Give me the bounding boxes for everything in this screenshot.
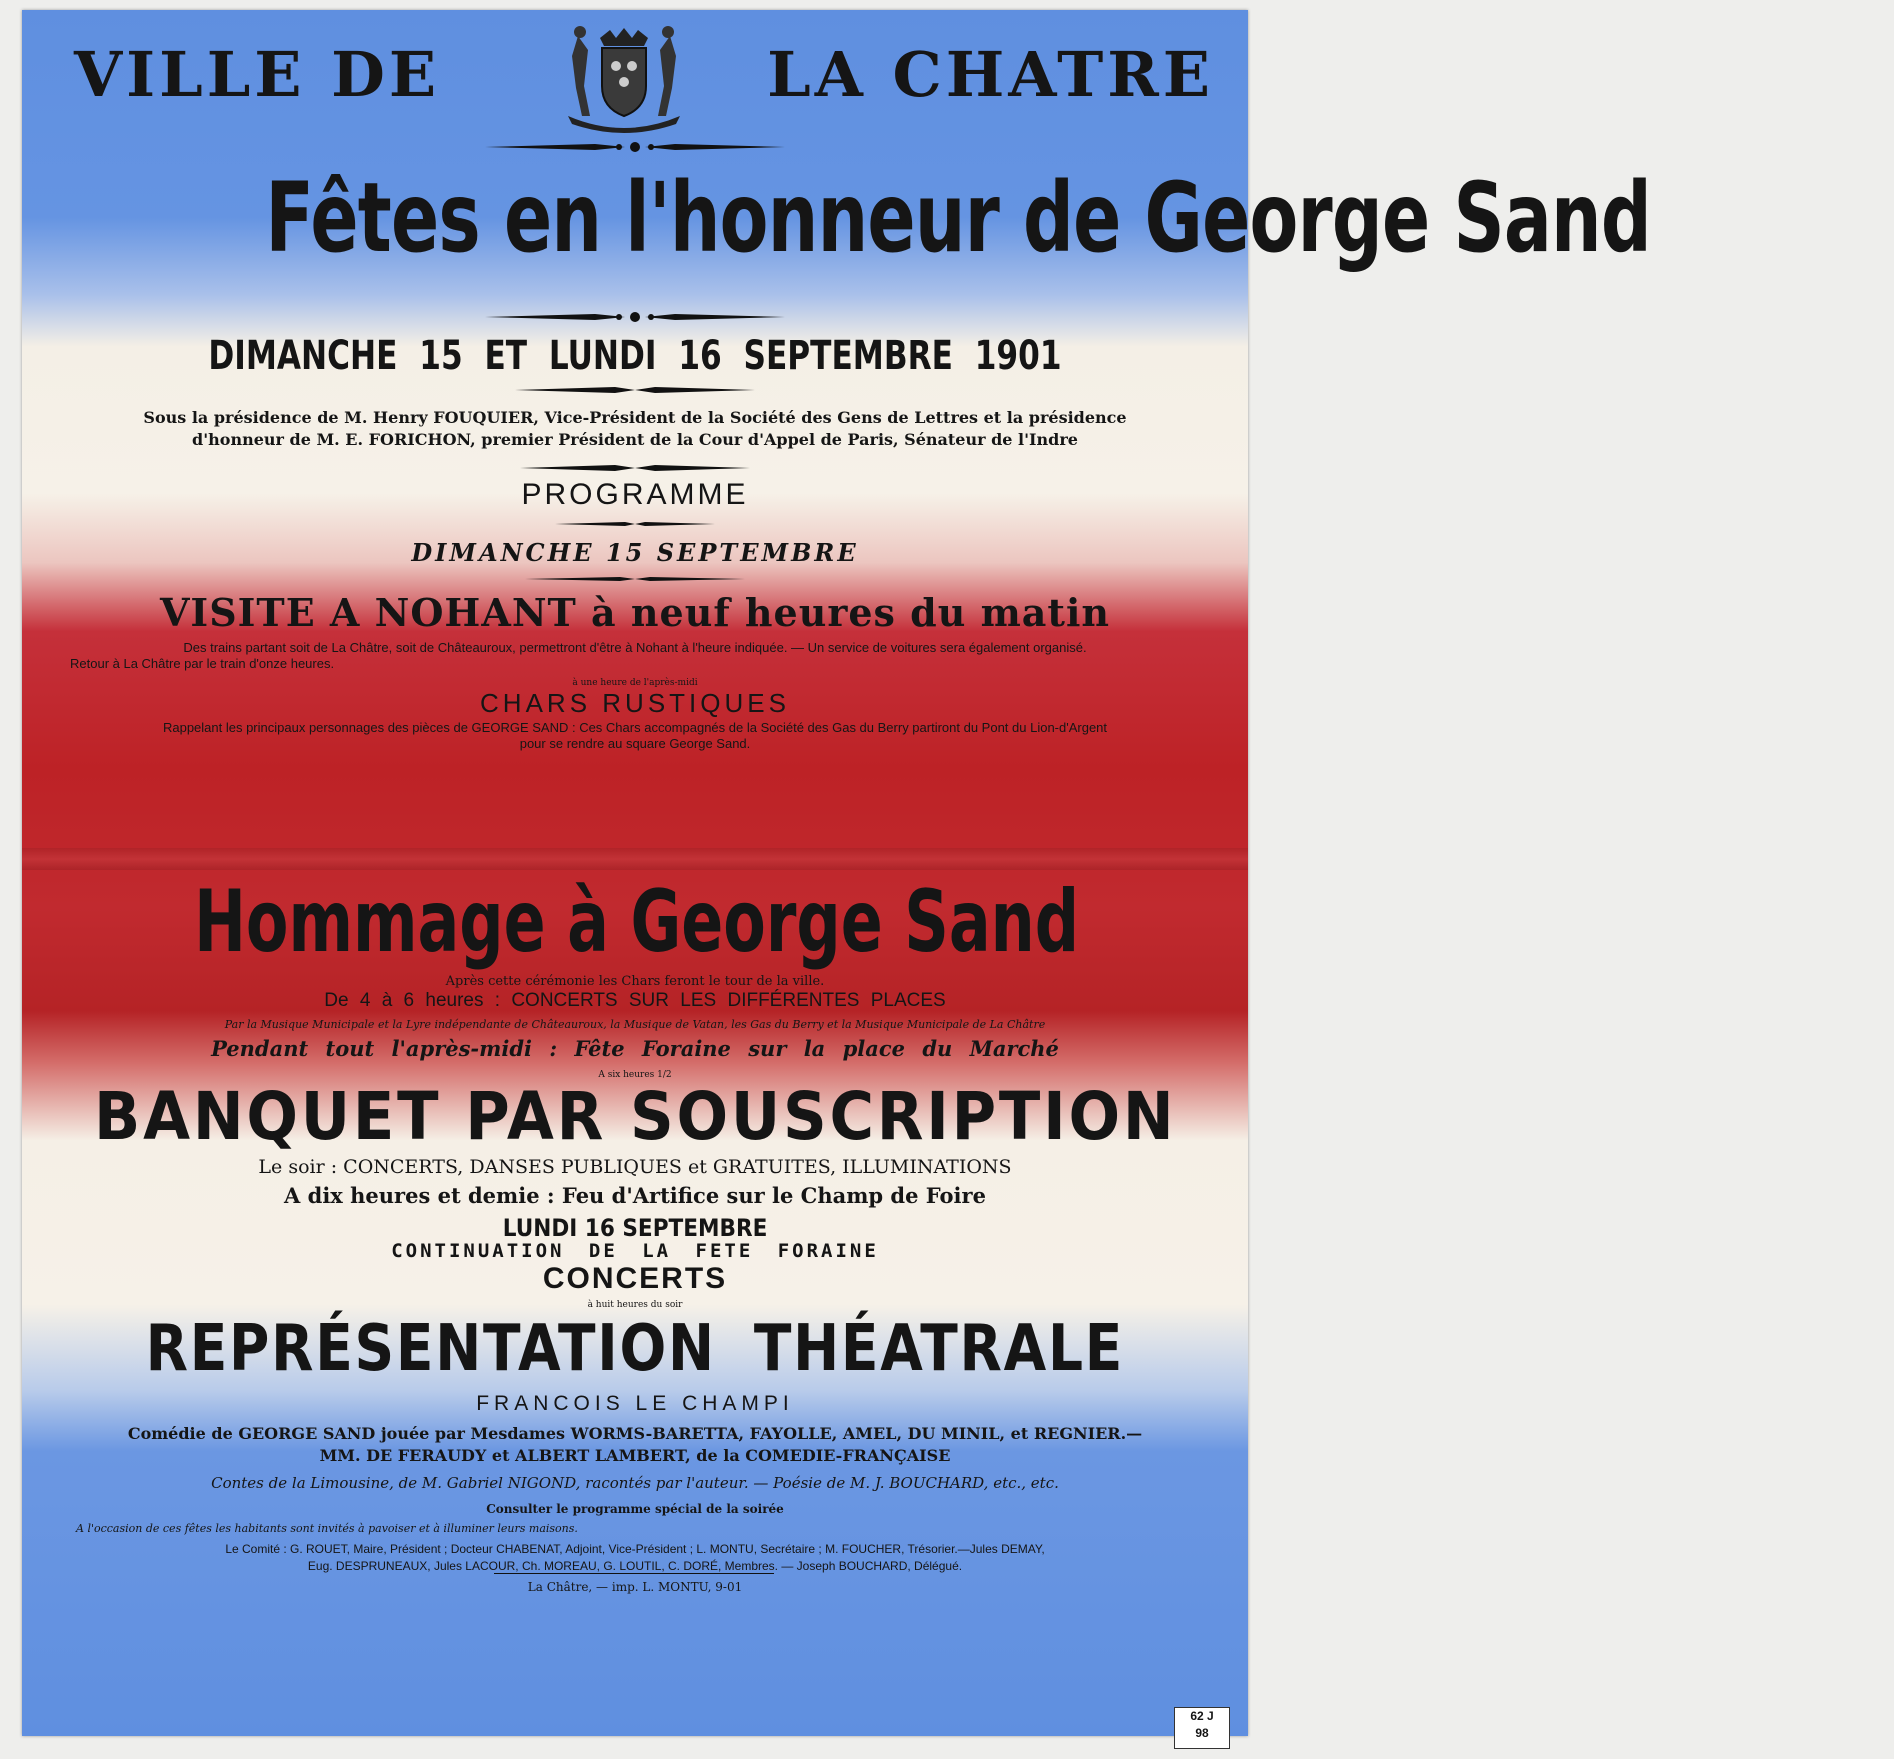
one-pm-note: à une heure de l'après-midi xyxy=(572,678,698,688)
ornament-divider-icon xyxy=(485,308,785,326)
musique-line: Par la Musique Municipale et la Lyre indépendante de Châteauroux, la Musique de Vatan, les Gas du Berry et la Musique Municipale de La Châtre xyxy=(224,1018,1046,1031)
continuation-line: CONTINUATION DE LA FETE FORAINE xyxy=(391,1240,879,1262)
chars-rustiques: CHARS RUSTIQUES xyxy=(480,688,790,718)
header-right xyxy=(767,38,1214,111)
concerts-heading: CONCERTS xyxy=(542,1262,728,1295)
ornament-divider-icon xyxy=(555,518,715,530)
occasion-line: A l'occasion de ces fêtes les habitants sont invités à pavoiser et à illuminer leurs maisons. xyxy=(76,1522,578,1535)
huit-heures-note: à huit heures du soir xyxy=(587,1300,683,1310)
archive-line-1: 62 J xyxy=(1190,1709,1214,1723)
ornament-divider-icon xyxy=(520,460,750,476)
banquet-row xyxy=(22,1078,1248,1155)
sunday-heading: DIMANCHE 15 SEPTEMBRE xyxy=(411,538,859,567)
chars-line-1: Rappelant les principaux personnages des pièces de GEORGE SAND : Ces Chars accompagnés de la Société des Gas du Berry partiront du Pont du Lion-d'Argent xyxy=(162,720,1108,735)
contes-line: Contes de la Limousine, de M. Gabriel NIGOND, racontés par l'auteur. — Poésie de M. J. BOUCHARD, etc., etc. xyxy=(211,1474,1059,1492)
programme-heading: PROGRAMME xyxy=(521,478,749,511)
presidency-line-2: d'honneur de M. E. FORICHON, premier Président de la Cour d'Appel de Paris, Sénateur de l'Indre xyxy=(192,430,1078,449)
imprint-line: La Châtre, — imp. L. MONTU, 9-01 xyxy=(527,1580,743,1594)
title-row xyxy=(22,162,1652,274)
comite-line-2: Eug. DESPRUNEAUX, Jules LACOUR, Ch. MOREAU, G. LOUTIL, C. DORÉ, Membres. — Joseph BOUCHARD, Délégué. xyxy=(307,1559,963,1573)
ville-de-text: VILLE DE xyxy=(74,38,441,111)
archive-label xyxy=(1174,1707,1230,1749)
hommage-title: Hommage à George Sand xyxy=(194,872,1080,972)
fete-foraine: Pendant tout l'après-midi : Fête Foraine sur la place du Marché xyxy=(211,1036,1059,1061)
monday-heading-row xyxy=(22,1214,1248,1242)
la-chatre-text: LA CHATRE xyxy=(767,38,1214,111)
ornament-divider-icon xyxy=(525,573,745,585)
representation-title: REPRÉSENTATION THÉATRALE xyxy=(145,1312,1125,1386)
comite-line-1: Le Comité : G. ROUET, Maire, Président ; Docteur CHABENAT, Adjoint, Vice-Président ; L. MONTU, Secrétaire ; M. FOUCHER, Trésorier.—Jules DEMAY, xyxy=(225,1542,1045,1556)
paper-fold xyxy=(22,848,1248,870)
feu-artifice: A dix heures et demie : Feu d'Artifice sur le Champ de Foire xyxy=(284,1183,986,1208)
banquet-title: BANQUET PAR SOUSCRIPTION xyxy=(93,1078,1177,1155)
concerts-hours: De 4 à 6 heures : CONCERTS SUR LES DIFFÉRENTES PLACES xyxy=(324,990,946,1011)
chars-line-2: pour se rendre au square George Sand. xyxy=(519,736,751,751)
consulter-line: Consulter le programme spécial de la soirée xyxy=(486,1502,784,1516)
trains-line-2: Retour à La Châtre par le train d'onze heures. xyxy=(70,656,335,671)
presidency-line-1: Sous la présidence de M. Henry FOUQUIER, Vice-Président de la Société des Gens de Lettres et la présidence xyxy=(143,408,1127,427)
dates-row xyxy=(22,333,1248,379)
comedie-line-1: Comédie de GEORGE SAND jouée par Mesdames WORMS-BARETTA, FAYOLLE, AMEL, DU MINIL, et REGNIER.— xyxy=(127,1424,1143,1443)
visite-nohant: VISITE A NOHANT à neuf heures du matin xyxy=(159,590,1111,635)
ornament-divider-icon xyxy=(515,382,755,398)
representation-row xyxy=(22,1312,1248,1386)
trains-line-1: Des trains partant soit de La Châtre, soit de Châteauroux, permettront d'être à Nohant à l'heure indiquée. — Un service de voitures sera également organisé. xyxy=(183,640,1087,655)
soir-line: Le soir : CONCERTS, DANSES PUBLIQUES et GRATUITES, ILLUMINATIONS xyxy=(258,1156,1012,1178)
after-ceremony: Après cette cérémonie les Chars feront le tour de la ville. xyxy=(445,974,825,989)
monday-heading: LUNDI 16 SEPTEMBRE xyxy=(502,1214,768,1242)
poster-sheet xyxy=(22,10,1652,1736)
hommage-row xyxy=(22,872,1248,972)
comedie-line-2: MM. DE FERAUDY et ALBERT LAMBERT, de la COMEDIE-FRANÇAISE xyxy=(319,1446,951,1465)
imprint-rule xyxy=(494,1573,774,1574)
coat-of-arms-icon xyxy=(558,16,690,134)
main-title: Fêtes en l'honneur de George Sand xyxy=(265,162,1652,274)
ornament-divider-icon xyxy=(485,138,785,156)
six-heures-note: A six heures 1/2 xyxy=(598,1070,672,1080)
archive-line-2: 98 xyxy=(1195,1726,1209,1740)
piece-title: FRANCOIS LE CHAMPI xyxy=(476,1392,794,1415)
dates-text: DIMANCHE 15 ET LUNDI 16 SEPTEMBRE 1901 xyxy=(208,333,1062,379)
